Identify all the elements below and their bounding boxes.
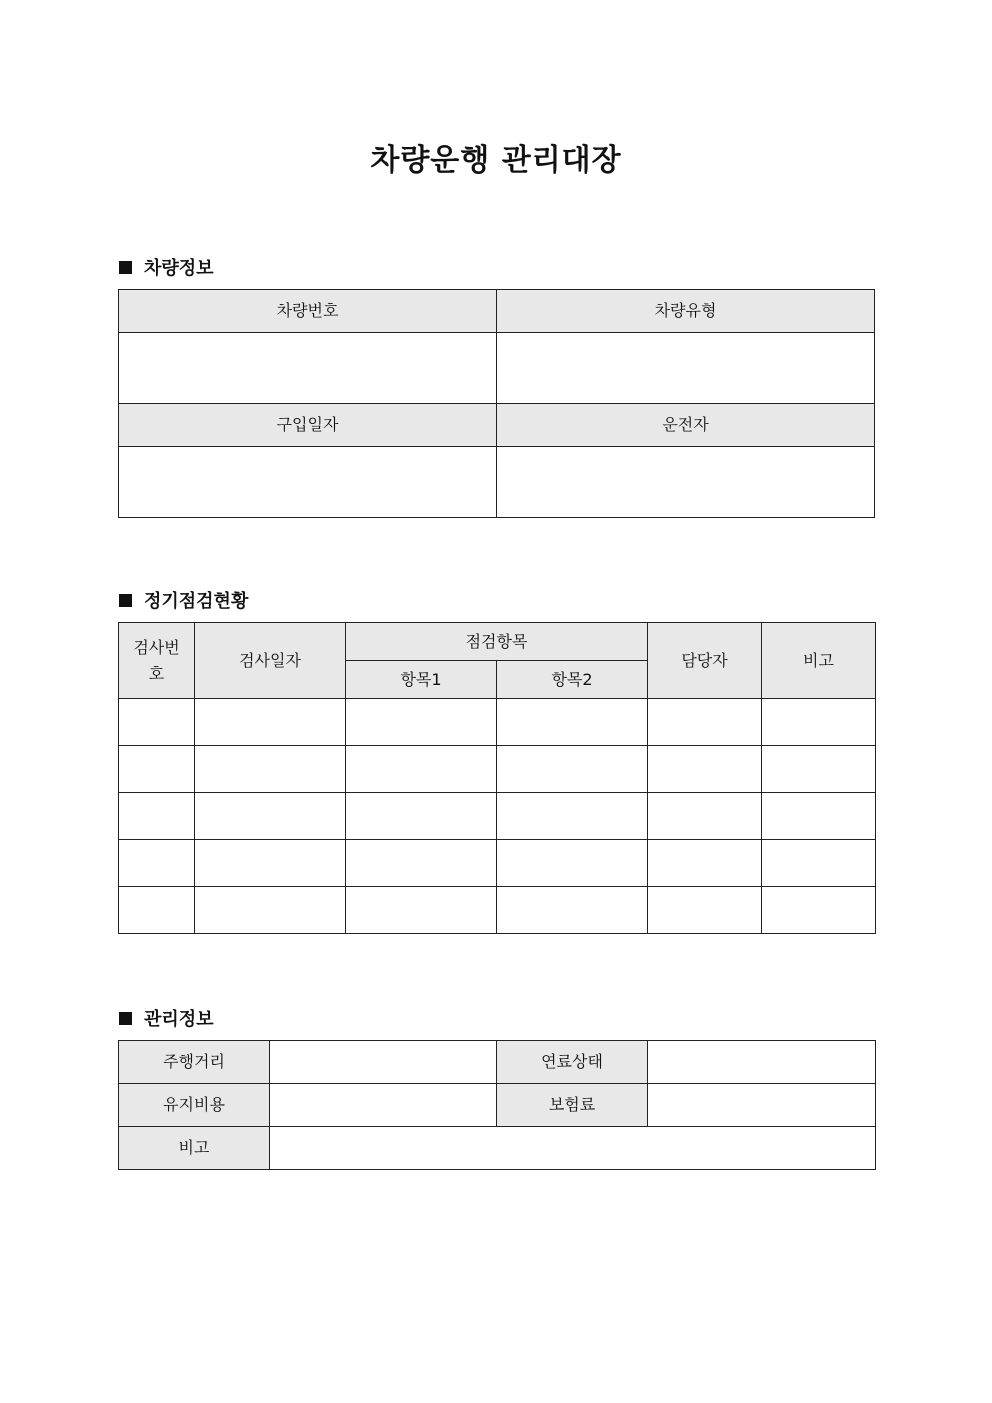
- insurance-label: 보험료: [497, 1084, 648, 1127]
- item1-cell[interactable]: [346, 887, 497, 934]
- section-heading-label: 관리정보: [144, 1009, 214, 1030]
- item1-cell[interactable]: [346, 840, 497, 887]
- manager-cell[interactable]: [648, 746, 762, 793]
- table-row: [119, 746, 876, 793]
- inspection-no-header: [119, 623, 195, 699]
- inspection-no-cell[interactable]: [119, 699, 195, 746]
- page-title: 차량운행 관리대장: [370, 143, 622, 178]
- remarks-header: 비고: [762, 623, 876, 699]
- section-heading-inspection: [119, 587, 248, 613]
- remarks-cell[interactable]: [762, 746, 876, 793]
- square-bullet-icon: [119, 1012, 132, 1025]
- inspection-no-cell[interactable]: [119, 840, 195, 887]
- table-row: [119, 840, 876, 887]
- item2-header: 항목2: [497, 661, 648, 699]
- remarks-cell[interactable]: [762, 699, 876, 746]
- inspection-table: [118, 622, 876, 934]
- item2-cell[interactable]: [497, 793, 648, 840]
- purchase-date-field[interactable]: [119, 447, 497, 518]
- manager-cell[interactable]: [648, 793, 762, 840]
- section-heading-management: [119, 1005, 214, 1031]
- item1-cell[interactable]: [346, 699, 497, 746]
- fuel-status-field[interactable]: [648, 1041, 876, 1084]
- vehicle-type-header: 차량유형: [497, 290, 875, 333]
- inspection-date-cell[interactable]: [195, 699, 346, 746]
- table-row: [119, 699, 876, 746]
- mileage-field[interactable]: [270, 1041, 497, 1084]
- remarks-cell[interactable]: [762, 793, 876, 840]
- square-bullet-icon: [119, 261, 132, 274]
- inspection-date-header: 검사일자: [195, 623, 346, 699]
- vehicle-type-field[interactable]: [497, 333, 875, 404]
- insurance-field[interactable]: [648, 1084, 876, 1127]
- vehicle-number-header: 차량번호: [119, 290, 497, 333]
- purchase-date-header: 구입일자: [119, 404, 497, 447]
- manager-header: 담당자: [648, 623, 762, 699]
- remarks-label: 비고: [119, 1127, 270, 1170]
- remarks-cell[interactable]: [762, 887, 876, 934]
- fuel-status-label: 연료상태: [497, 1041, 648, 1084]
- item1-cell[interactable]: [346, 793, 497, 840]
- item2-cell[interactable]: [497, 699, 648, 746]
- vehicle-number-field[interactable]: [119, 333, 497, 404]
- vehicle-info-table: [118, 289, 875, 518]
- manager-cell[interactable]: [648, 887, 762, 934]
- maintenance-cost-field[interactable]: [270, 1084, 497, 1127]
- driver-header: 운전자: [497, 404, 875, 447]
- inspection-no-cell[interactable]: [119, 793, 195, 840]
- item2-cell[interactable]: [497, 840, 648, 887]
- inspection-date-cell[interactable]: [195, 746, 346, 793]
- table-row: [119, 887, 876, 934]
- inspection-date-cell[interactable]: [195, 793, 346, 840]
- remarks-field[interactable]: [270, 1127, 876, 1170]
- section-heading-label: 정기점검현황: [144, 591, 249, 612]
- driver-field[interactable]: [497, 447, 875, 518]
- inspection-date-cell[interactable]: [195, 840, 346, 887]
- inspection-date-cell[interactable]: [195, 887, 346, 934]
- mileage-label: 주행거리: [119, 1041, 270, 1084]
- maintenance-cost-label: 유지비용: [119, 1084, 270, 1127]
- section-heading-label: 차량정보: [144, 258, 214, 279]
- item1-header: 항목1: [346, 661, 497, 699]
- management-info-table: [118, 1040, 876, 1170]
- item2-cell[interactable]: [497, 746, 648, 793]
- remarks-cell[interactable]: [762, 840, 876, 887]
- manager-cell[interactable]: [648, 840, 762, 887]
- item1-cell[interactable]: [346, 746, 497, 793]
- square-bullet-icon: [119, 594, 132, 607]
- check-items-header: 점검항목: [346, 623, 648, 661]
- item2-cell[interactable]: [497, 887, 648, 934]
- section-heading-vehicle-info: [119, 254, 214, 280]
- inspection-no-cell[interactable]: [119, 746, 195, 793]
- table-row: [119, 793, 876, 840]
- manager-cell[interactable]: [648, 699, 762, 746]
- inspection-no-header-label: 검사번호: [133, 637, 180, 683]
- inspection-no-cell[interactable]: [119, 887, 195, 934]
